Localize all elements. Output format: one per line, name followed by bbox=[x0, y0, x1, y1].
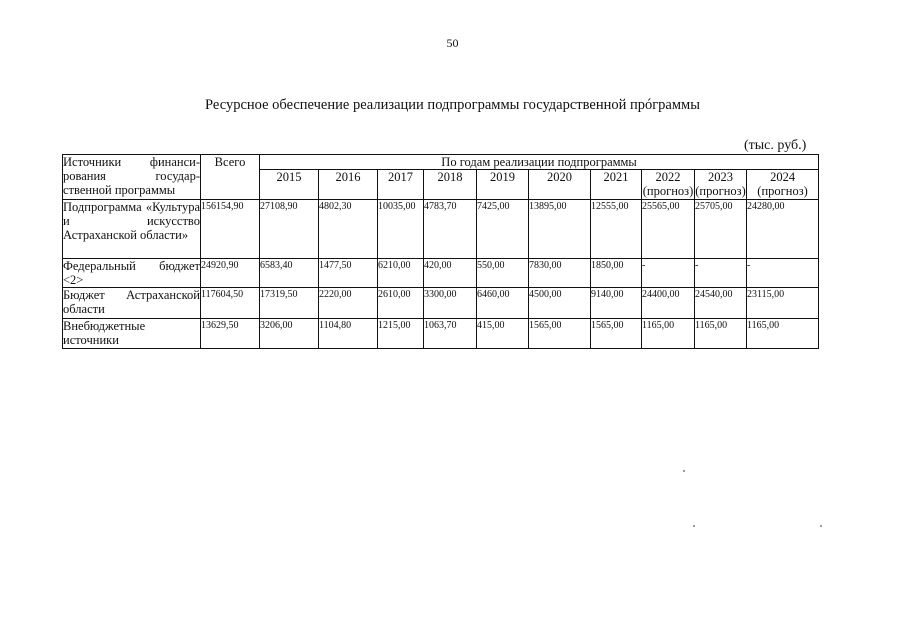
page-number: 50 bbox=[446, 36, 459, 50]
row-year-value: 1165,00 bbox=[747, 319, 819, 349]
scan-speck bbox=[683, 470, 685, 472]
document-title: Ресурсное обеспечение реализации подпрограммы государственной прóграммы bbox=[205, 97, 700, 113]
row-year-value: 7425,00 bbox=[477, 200, 529, 259]
row-year-value: 420,00 bbox=[424, 259, 477, 288]
row-year-value: 3300,00 bbox=[424, 288, 477, 319]
header-year: 2017 bbox=[378, 170, 424, 200]
row-year-value: 6583,40 bbox=[260, 259, 319, 288]
row-year-value: 1165,00 bbox=[695, 319, 747, 349]
table-row bbox=[63, 288, 819, 319]
header-total: Всего bbox=[201, 155, 260, 200]
row-year-value: 23115,00 bbox=[747, 288, 819, 319]
row-total: 24920,90 bbox=[201, 259, 260, 288]
header-year: 2020 bbox=[529, 170, 591, 200]
row-year-value: 1477,50 bbox=[319, 259, 378, 288]
scan-speck bbox=[693, 525, 695, 527]
row-year-value: 3206,00 bbox=[260, 319, 319, 349]
table-row bbox=[63, 319, 819, 349]
row-year-value: 1063,70 bbox=[424, 319, 477, 349]
units-label: (тыс. руб.) bbox=[744, 138, 807, 153]
row-year-value: 27108,90 bbox=[260, 200, 319, 259]
row-year-value: 415,00 bbox=[477, 319, 529, 349]
header-year: 2022 (прогноз) bbox=[642, 170, 694, 199]
row-year-value: 1165,00 bbox=[642, 319, 695, 349]
header-source: Источники финанси-рования государ-ственной программы bbox=[63, 155, 201, 200]
row-year-value: - bbox=[747, 259, 819, 288]
row-year-value: 1565,00 bbox=[591, 319, 642, 349]
row-year-value: 24280,00 bbox=[747, 200, 819, 259]
row-year-value: 6460,00 bbox=[477, 288, 529, 319]
row-year-value: 550,00 bbox=[477, 259, 529, 288]
header-year: 2023 (прогноз) bbox=[695, 170, 746, 199]
header-year: 2021 bbox=[591, 170, 642, 200]
row-year-value: 10035,00 bbox=[378, 200, 424, 259]
table-row bbox=[63, 259, 819, 288]
header-year: 2018 bbox=[424, 170, 477, 200]
row-source: Федеральный бюджет <2> bbox=[63, 259, 200, 287]
header-year: 2019 bbox=[477, 170, 529, 200]
row-year-value: 1104,80 bbox=[319, 319, 378, 349]
table-row bbox=[63, 200, 819, 259]
row-year-value: 24540,00 bbox=[695, 288, 747, 319]
header-row-1 bbox=[63, 155, 819, 170]
row-year-value: 25565,00 bbox=[642, 200, 695, 259]
row-year-value: 13895,00 bbox=[529, 200, 591, 259]
row-year-value: - bbox=[695, 259, 747, 288]
row-total: 156154,90 bbox=[201, 200, 260, 259]
resource-table bbox=[62, 154, 819, 349]
row-total: 13629,50 bbox=[201, 319, 260, 349]
row-year-value: 9140,00 bbox=[591, 288, 642, 319]
row-source: Бюджет Астраханской области bbox=[63, 288, 201, 319]
scan-speck bbox=[820, 525, 822, 527]
row-year-value: 7830,00 bbox=[529, 259, 591, 288]
row-year-value: 4802,30 bbox=[319, 200, 378, 259]
header-year: 2016 bbox=[319, 170, 378, 200]
header-year: 2024 (прогноз) bbox=[747, 170, 819, 200]
header-years-group: По годам реализации подпрограммы bbox=[260, 155, 819, 170]
row-source: Подпрограмма «Культура и искусство Астраханской области» bbox=[63, 200, 201, 259]
row-total: 117604,50 bbox=[201, 288, 260, 319]
row-year-value: 2220,00 bbox=[319, 288, 378, 319]
row-source: Внебюджетные источники bbox=[63, 319, 201, 349]
row-year-value: 1215,00 bbox=[378, 319, 424, 349]
row-year-value: 25705,00 bbox=[695, 200, 747, 259]
header-year: 2015 bbox=[260, 170, 319, 200]
row-year-value: 4783,70 bbox=[424, 200, 477, 259]
row-year-value: 2610,00 bbox=[378, 288, 424, 319]
row-year-value: 17319,50 bbox=[260, 288, 319, 319]
row-year-value: - bbox=[642, 259, 695, 288]
row-year-value: 24400,00 bbox=[642, 288, 695, 319]
row-year-value: 1850,00 bbox=[591, 259, 642, 288]
row-year-value: 1565,00 bbox=[529, 319, 591, 349]
row-year-value: 12555,00 bbox=[591, 200, 642, 259]
row-year-value: 6210,00 bbox=[378, 259, 424, 288]
row-year-value: 4500,00 bbox=[529, 288, 591, 319]
